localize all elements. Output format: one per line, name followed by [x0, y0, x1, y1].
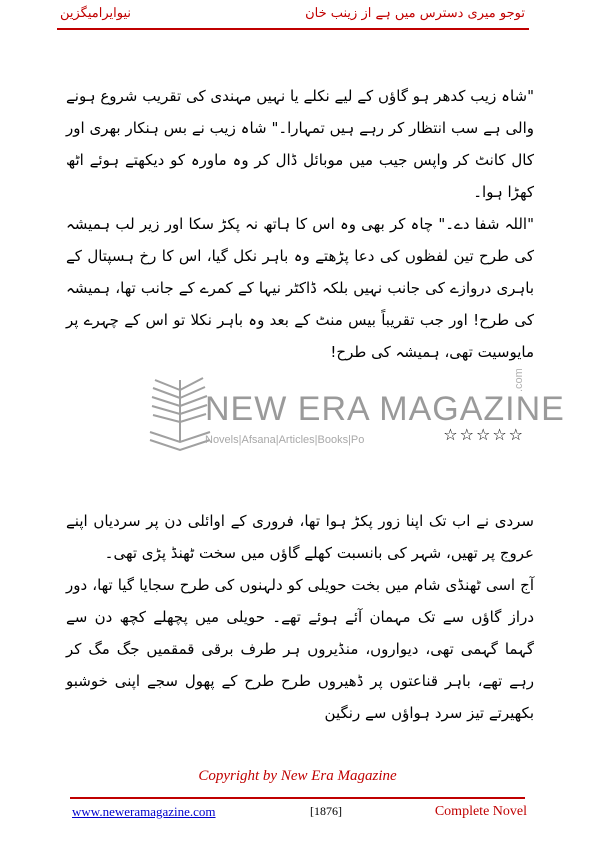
watermark-suffix: .com [513, 368, 525, 392]
paragraph: "اللہ شفا دے۔" چاہ کر بھی وہ اس کا ہاتھ نہ پکڑ سکا اور زیر لب ہمیشہ کی طرح تین لفظوں کی دعا پڑھتے وہ باہر نکل گیا، اس کا رخ ہسپتال کے باہری دروازے کی جانب نہیں بلکہ ڈاکٹر نیہا کے کمرے کے جانب تھا، ہمیشہ کی طرح! اور جب تقریباً بیس منٹ کے بعد وہ باہر نکلا تو اس کے چہرے پر مایوسیت تھی، ہمیشہ کی طرح! [66, 215, 534, 361]
section-separator: ☆☆☆☆☆ [443, 425, 525, 444]
body-text-bottom [66, 505, 534, 729]
footer-label: Complete Novel [434, 804, 527, 819]
watermark-logo [145, 360, 565, 470]
watermark-title: NEW ERA MAGAZINE [205, 390, 565, 428]
footer-divider [70, 797, 525, 799]
paragraph: سردی نے اب تک اپنا زور پکڑ ہوا تھا، فروری کے اوائلی دن پر سردیاں اپنے عروج پر تھیں، شہر کی بانسبت کھلے گاؤں میں سخت ٹھنڈ پڑی تھی۔ [66, 512, 534, 562]
paragraph: "شاہ زیب کدھر ہو گاؤں کے لیے نکلے یا نہیں مہندی کی تقریب شروع ہونے والی ہے سب انتظار کر رہے ہیں تمہارا۔" شاہ زیب نے بس ہنکار بھری اور کال کانٹ کر واپس جیب میں موبائل ڈال کر وہ ماورہ کو دیکھتے ہوئے اٹھ کھڑا ہوا۔ [66, 87, 534, 201]
website-link[interactable]: www.neweramagazine.com [72, 804, 216, 819]
watermark-subtitle: Novels|Afsana|Articles|Books|Po [205, 434, 365, 446]
paragraph: آج اسی ٹھنڈی شام میں بخت حویلی کو دلہنوں کی طرح سجایا گیا تھا، دور دراز گاؤں سے تک مہمان آئے ہوئے تھے۔ حویلی میں پچھلے کچھ دن سے گہما گہمی تھی، دیواروں، منڈیروں ہر طرف برقی قمقمیں جگ مگ کر رہے تھے، باہر قناعتوں پر ڈھیروں طرح طرح کے پھول سجے اپنی خوشبو بکھیرتے تیز سرد ہواؤں سے رنگین [66, 576, 534, 722]
header-brand: نیوایرامیگزین [60, 6, 132, 21]
header-novel-title: توجو میری دسترس میں ہے از زینب خان [305, 6, 525, 21]
body-text-top [66, 80, 534, 368]
header-divider [57, 28, 529, 30]
page-number: [1876] [310, 804, 342, 818]
copyright-notice: Copyright by New Era Magazine [198, 768, 397, 784]
